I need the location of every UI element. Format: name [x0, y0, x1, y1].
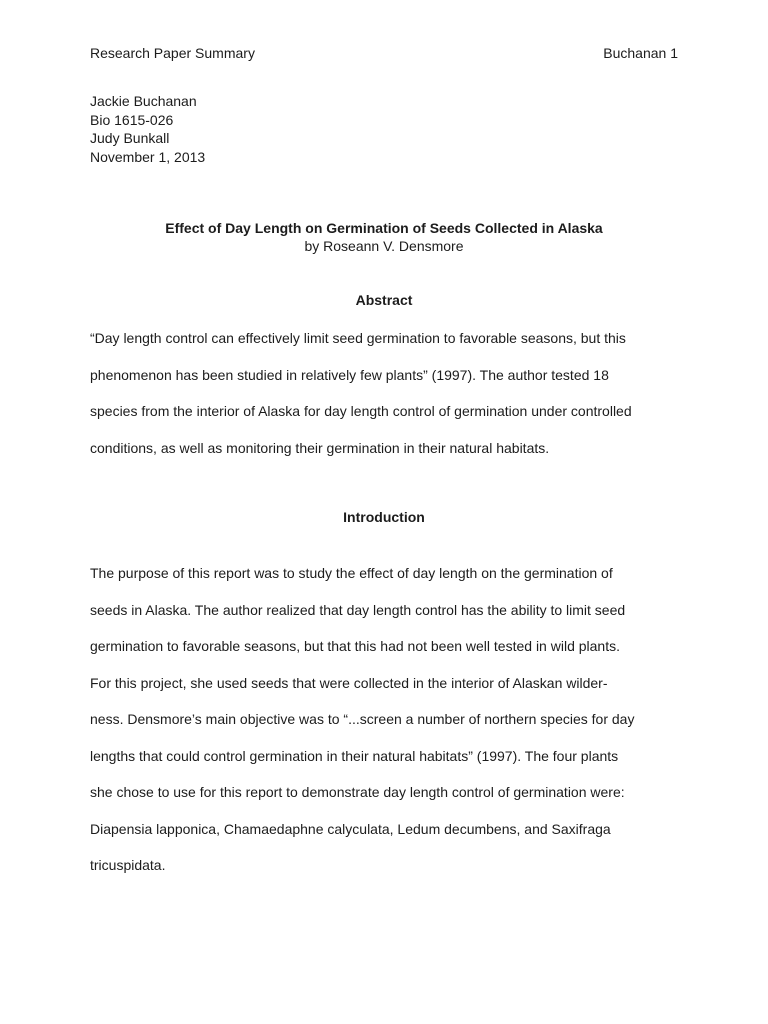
introduction-line: lengths that could control germination in their natural habitats” (1997). The four plants	[90, 747, 619, 764]
introduction-heading: Introduction	[343, 509, 425, 525]
abstract-line: phenomenon has been studied in relatively few plants” (1997). The author tested 18	[90, 366, 609, 383]
submission-date: November 1, 2013	[90, 148, 206, 165]
running-head-page-number: Buchanan 1	[603, 45, 678, 61]
introduction-line: germination to favorable seasons, but that this had not been well tested in wild plants.	[90, 638, 620, 654]
title-block	[0, 219, 768, 255]
introduction-paragraph	[90, 563, 690, 892]
introduction-line: ness. Densmore’s main objective was to “...screen a number of northern species for day	[90, 711, 635, 727]
introduction-line: For this project, she used seeds that were collected in the interior of Alaskan wilder-	[90, 674, 608, 691]
introduction-line: tricuspidata.	[90, 857, 166, 873]
abstract-line: species from the interior of Alaska for day length control of germination under controlled	[90, 403, 632, 419]
author-block	[90, 92, 205, 166]
paper-byline: by Roseann V. Densmore	[304, 238, 464, 254]
abstract-line: conditions, as well as monitoring their germination in their natural habitats.	[90, 439, 550, 456]
abstract-paragraph	[90, 328, 690, 474]
introduction-line: The purpose of this report was to study the effect of day length on the germination of	[90, 565, 613, 581]
running-head	[90, 45, 678, 65]
abstract-heading: Abstract	[355, 292, 413, 308]
instructor-name: Judy Bunkall	[90, 130, 170, 146]
introduction-line: seeds in Alaska. The author realized that day length control has the ability to limit seed	[90, 601, 626, 618]
abstract-line: “Day length control can effectively limit seed germination to favorable seasons, but this	[90, 330, 626, 346]
running-head-title: Research Paper Summary	[90, 45, 255, 61]
course-number: Bio 1615-026	[90, 111, 174, 128]
paper-title: Effect of Day Length on Germination of Seeds Collected in Alaska	[165, 220, 603, 236]
introduction-line: she chose to use for this report to demonstrate day length control of germination were:	[90, 784, 625, 800]
introduction-line: Diapensia lapponica, Chamaedaphne calyculata, Ledum decumbens, and Saxifraga	[90, 820, 611, 837]
author-name: Jackie Buchanan	[90, 93, 197, 109]
